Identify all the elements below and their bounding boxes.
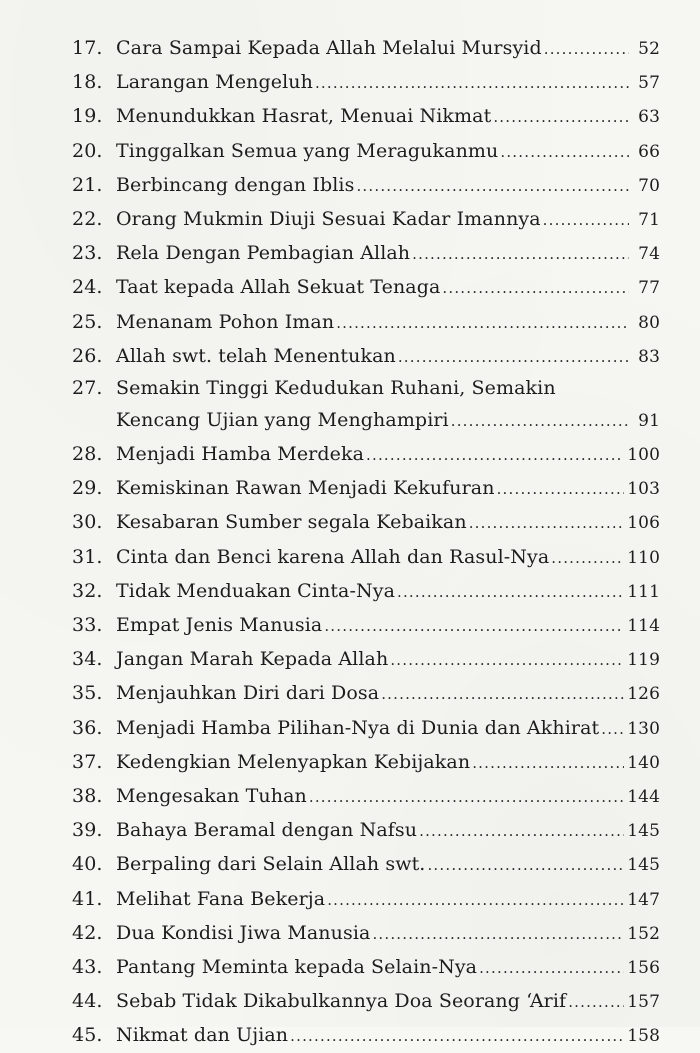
entry-number: 20. (72, 139, 103, 162)
dot-leader (324, 609, 624, 643)
entry-number: 43. (72, 955, 103, 978)
toc-entry-28 (72, 437, 660, 471)
entry-number: 35. (72, 682, 103, 705)
entry-title-line-1: Semakin Tinggi Kedudukan Ruhani, Semakin (116, 376, 556, 399)
dot-leader (412, 237, 629, 271)
entry-page-number: 66 (638, 141, 660, 162)
toc-entry-33 (72, 608, 660, 642)
dot-leader (543, 203, 629, 237)
toc-entry-26 (72, 339, 660, 373)
entry-number: 40. (72, 853, 103, 876)
entry-page-number: 147 (627, 889, 660, 910)
entry-page-number: 52 (638, 39, 660, 59)
toc-entry-17 (72, 31, 660, 65)
toc-entry-43 (72, 950, 660, 984)
toc-entry-24 (72, 270, 660, 304)
dot-leader (551, 541, 624, 575)
entry-number: 32. (72, 579, 103, 602)
entry-number: 19. (72, 105, 103, 128)
entry-page-number: 145 (627, 821, 660, 842)
entry-number: 45. (72, 1024, 103, 1047)
toc-entry-25 (72, 305, 660, 339)
toc-entry-27-line-2 (72, 403, 660, 437)
entry-title: Sebab Tidak Dikabulkannya Doa Seorang ‘Arif (116, 990, 567, 1013)
entry-page-number: 158 (627, 1026, 660, 1047)
toc-entry-18 (72, 65, 660, 99)
dot-leader (442, 271, 629, 305)
entry-number: 34. (72, 648, 103, 671)
toc-entry-29 (72, 471, 660, 505)
entry-number: 30. (72, 511, 103, 534)
entry-number: 31. (72, 545, 103, 568)
entry-number: 36. (72, 716, 103, 739)
entry-page-number: 145 (627, 855, 660, 876)
toc-entry-39 (72, 813, 660, 847)
entry-page-number: 140 (627, 752, 660, 773)
toc-entry-42 (72, 916, 660, 950)
entry-title: Menanam Pohon Iman (116, 310, 335, 333)
toc-entry-19 (72, 99, 660, 133)
entry-page-number: 156 (627, 957, 660, 978)
entry-title: Cinta dan Benci karena Allah dan Rasul-Nya (116, 545, 550, 568)
entry-number: 18. (72, 71, 103, 94)
entry-page-number: 130 (627, 718, 660, 739)
dot-leader (381, 677, 624, 711)
toc-entry-45 (72, 1018, 660, 1052)
entry-number: 29. (72, 477, 103, 500)
entry-title: Menjadi Hamba Pilihan-Nya di Dunia dan Akhirat (116, 716, 600, 739)
toc-entry-20 (72, 134, 660, 168)
entry-number: 41. (72, 887, 103, 910)
entry-title: Nikmat dan Ujian (116, 1024, 289, 1047)
dot-leader (372, 917, 624, 951)
entry-title: Menjadi Hamba Merdeka (116, 443, 365, 466)
entry-page-number: 152 (627, 923, 660, 944)
dot-leader (398, 340, 629, 374)
dot-leader (309, 780, 624, 814)
entry-title: Melihat Fana Bekerja (116, 887, 326, 910)
toc-entry-21 (72, 168, 660, 202)
dot-leader (427, 848, 624, 882)
entry-number: 22. (72, 207, 103, 230)
entry-page-number: 71 (638, 209, 660, 230)
entry-page-number: 74 (638, 244, 660, 265)
entry-title: Jangan Marah Kepada Allah (116, 648, 389, 671)
entry-title: Kesabaran Sumber segala Kebaikan (116, 511, 467, 534)
toc-entry-44 (72, 984, 660, 1018)
dot-leader (500, 135, 629, 169)
entry-number: 28. (72, 443, 103, 466)
table-of-contents (72, 31, 660, 1052)
entry-title: Pantang Meminta kepada Selain-Nya (116, 955, 478, 978)
dot-leader (472, 746, 624, 780)
dot-leader (451, 404, 629, 438)
dot-leader (544, 32, 629, 66)
entry-page-number: 100 (627, 445, 660, 466)
entry-title-line-2: Kencang Ujian yang Menghampiri (116, 408, 449, 431)
dot-leader (336, 306, 629, 340)
dot-leader (419, 814, 624, 848)
entry-number: 37. (72, 750, 103, 773)
entry-number: 44. (72, 990, 103, 1013)
entry-number: 24. (72, 276, 103, 299)
entry-page-number: 70 (638, 175, 660, 196)
dot-leader (497, 472, 625, 506)
entry-title: Berbincang dengan Iblis (116, 173, 355, 196)
entry-title: Orang Mukmin Diuji Sesuai Kadar Imannya (116, 207, 541, 230)
entry-title: Kedengkian Melenyapkan Kebijakan (116, 750, 471, 773)
entry-title: Menjauhkan Diri dari Dosa (116, 682, 380, 705)
toc-entry-34 (72, 642, 660, 676)
entry-page-number: 83 (638, 346, 660, 367)
dot-leader (356, 169, 629, 203)
entry-title: Kemiskinan Rawan Menjadi Kekufuran (116, 477, 495, 500)
entry-title: Bahaya Beramal dengan Nafsu (116, 819, 418, 842)
entry-number: 23. (72, 242, 103, 265)
entry-page-number: 114 (627, 616, 660, 636)
toc-entry-32 (72, 574, 660, 608)
toc-entry-23 (72, 236, 660, 270)
entry-title: Mengesakan Tuhan (116, 784, 307, 807)
entry-title: Rela Dengan Pembagian Allah (116, 242, 411, 265)
entry-page-number: 144 (627, 786, 660, 807)
entry-title: Larangan Mengeluh (116, 71, 313, 94)
entry-title: Taat kepada Allah Sekuat Tenaga (116, 276, 441, 299)
entry-page-number: 63 (638, 107, 660, 128)
dot-leader (469, 506, 625, 540)
entry-number: 21. (72, 173, 103, 196)
toc-entry-36 (72, 711, 660, 745)
entry-page-number: 103 (627, 479, 660, 500)
entry-page-number: 80 (638, 312, 660, 333)
toc-entry-30 (72, 505, 660, 539)
toc-entry-22 (72, 202, 660, 236)
entry-page-number: 106 (627, 513, 660, 534)
entry-number: 27. (72, 376, 103, 399)
entry-title: Cara Sampai Kepada Allah Melalui Mursyid (116, 37, 542, 59)
toc-entry-35 (72, 676, 660, 710)
dot-leader (397, 575, 624, 609)
entry-page-number: 110 (627, 547, 660, 568)
entry-title: Berpaling dari Selain Allah swt. (116, 853, 426, 876)
dot-leader (366, 438, 624, 472)
toc-entry-31 (72, 540, 660, 574)
entry-title: Allah swt. telah Menentukan (116, 344, 396, 367)
dot-leader (493, 100, 629, 134)
entry-page-number: 111 (627, 581, 660, 602)
entry-number: 25. (72, 310, 103, 333)
entry-number: 38. (72, 784, 103, 807)
toc-entry-41 (72, 882, 660, 916)
entry-page-number: 119 (627, 650, 660, 671)
entry-title: Empat Jenis Manusia (116, 614, 323, 636)
entry-number: 39. (72, 819, 103, 842)
dot-leader (479, 951, 624, 985)
entry-page-number: 157 (627, 992, 660, 1013)
dot-leader (290, 1019, 624, 1053)
dot-leader (390, 643, 624, 677)
toc-entry-40 (72, 847, 660, 881)
entry-page-number: 77 (638, 278, 660, 299)
dot-leader (315, 66, 629, 100)
entry-title: Tinggalkan Semua yang Meragukanmu (116, 139, 499, 162)
entry-number: 33. (72, 614, 103, 636)
dot-leader (568, 985, 624, 1019)
entry-title: Dua Kondisi Jiwa Manusia (116, 921, 371, 944)
entry-number: 42. (72, 921, 103, 944)
toc-entry-27-line-1 (72, 373, 660, 403)
entry-page-number: 126 (627, 684, 660, 705)
entry-number: 26. (72, 344, 103, 367)
dot-leader (327, 883, 624, 917)
dot-leader (601, 712, 624, 746)
entry-title: Menundukkan Hasrat, Menuai Nikmat (116, 105, 492, 128)
entry-number: 17. (72, 37, 103, 59)
toc-entry-38 (72, 779, 660, 813)
entry-page-number: 57 (638, 73, 660, 94)
entry-title: Tidak Menduakan Cinta-Nya (116, 579, 395, 602)
toc-entry-37 (72, 745, 660, 779)
entry-page-number: 91 (638, 410, 660, 431)
